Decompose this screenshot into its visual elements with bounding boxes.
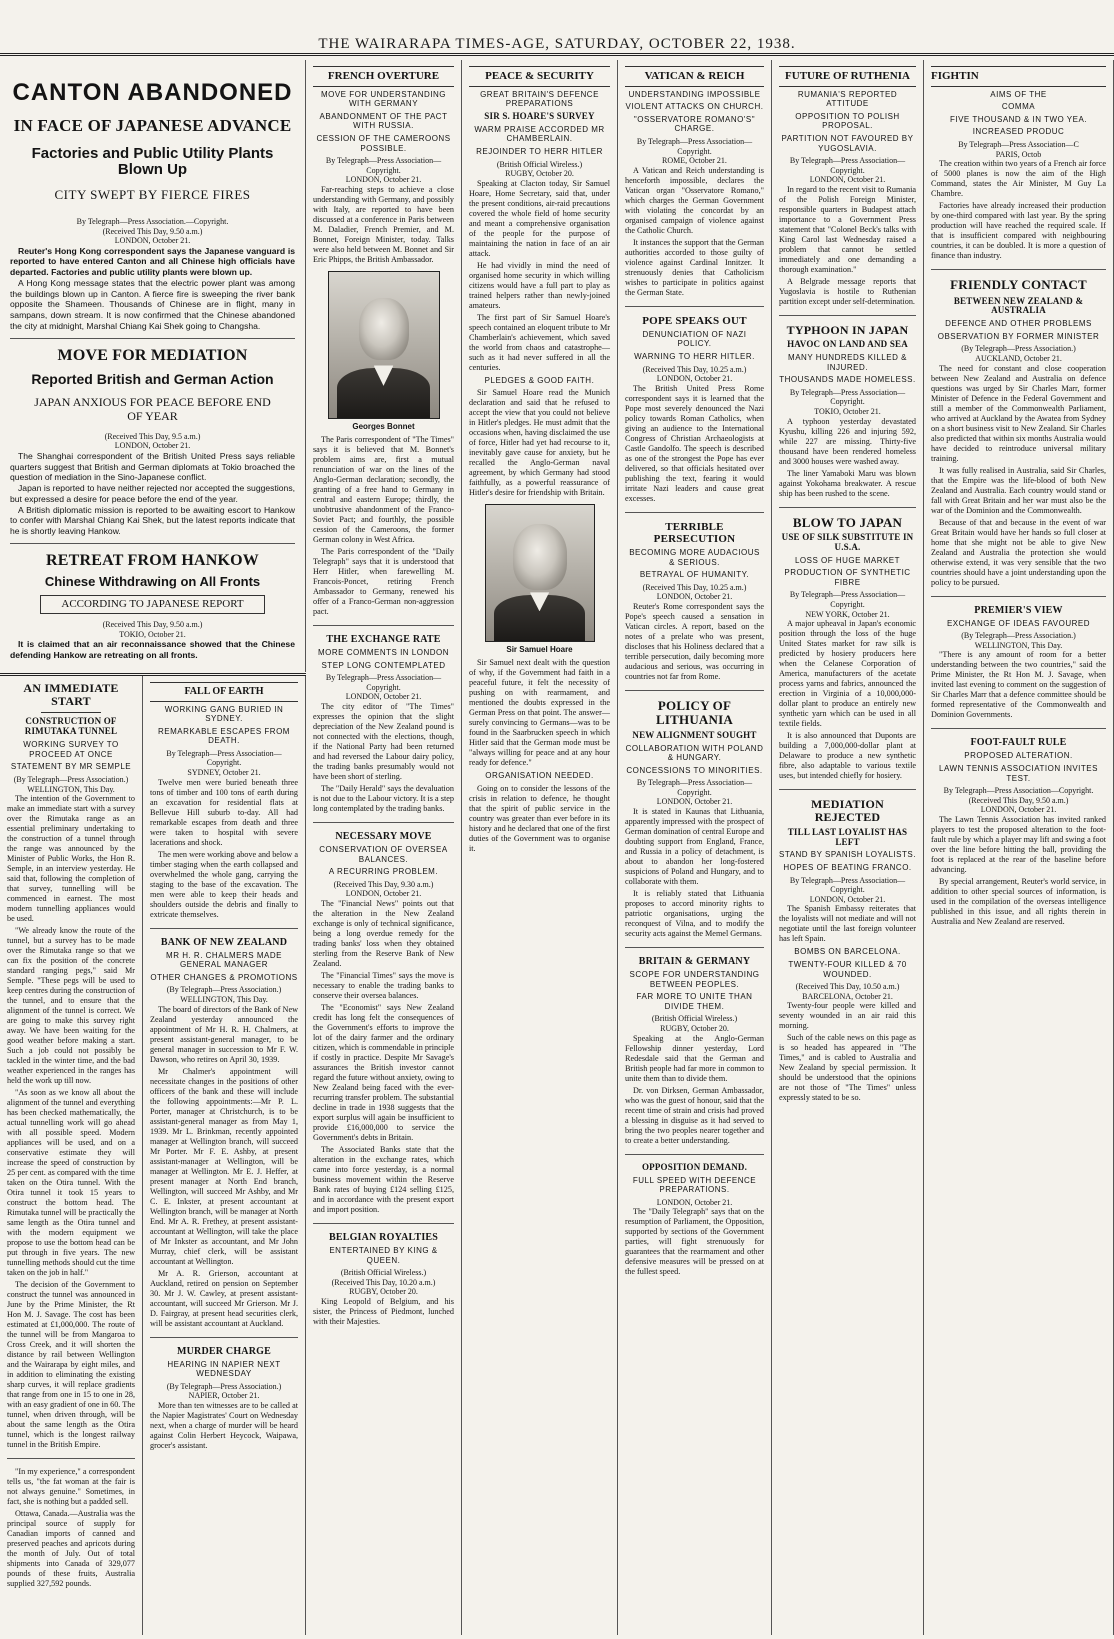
text-britain-2: Dr. von Dirksen, German Ambassador, who was the guest of honour, said that the recent time of strain and crisis had proved a blessing in disguise as it had served to bring the two peoples nearer together and to create a better understanding. [625,1085,764,1145]
received-persecution: (Received This Day, 10.25 a.m.) [642,582,747,592]
deck-ruthenia-2: OPPOSITION TO POLISH PROPOSAL. [795,111,900,131]
credit-fighting: By Telegraph—Press Association—C [958,140,1079,150]
deck-mediation-1: Reported British and German Action [31,371,274,388]
text-french-2: The Paris correspondent of "The Times" says it is believed that M. Bonnet's problem aims are, first a mutual renunciation of war on the lines of the Anglo-German declaration; secondly, the granting of a free hand to Germany in central and eastern Europe; thirdly, the unobtrusive abandonment of the Franco-Soviet Pact; and fourthly, the possible cession of the Cameroons, the former German colony in West Africa. [313,434,454,544]
credit-mediation-rejected: By Telegraph—Press Association—Copyright. [789,875,906,895]
credit-french: By Telegraph—Press Association—Copyright. [325,156,442,175]
deck-footfault-1: PROPOSED ALTERATION. [964,751,1073,761]
deck-typhoon-1: HAVOC ON LAND AND SEA [787,339,908,350]
text-pope-1: The British United Press Rome correspondent says it is learned that the Pope most severely denounced the Nazi policy towards Roman Catholics, when giving an audience to the International Congress of Christian Archaeologists at Castle Gandolfo. The speech is described as one of the strongest the Pope has ever delivered, so that officials hesitated over publishing the text, fearing it would irritate Nazi leaders and cause great excesses. [625,383,764,503]
deck-fall-1: WORKING GANG BURIED IN SYDNEY. [164,704,284,724]
dateline-premier: WELLINGTON, This Day. [974,640,1063,650]
headline-typhoon: TYPHOON IN JAPAN [786,322,909,337]
story-peace-security [469,66,610,862]
text-persecution-1: Reuter's Rome correspondent says the Pope's speech caused a sensation in Vatican circles. A report, based on the notes of a prelate who was present, discloses that his Holiness declared that a terrible persecution, daily becoming more audacious and serious, was occurring in countries not far from Rome. [625,602,764,682]
text-friendly-3: Because of that and because in the event of war Great Britain would have her hands so full closer at home that she might not be able to give New Zealand and Australia the protection she would otherwise extend, it was very sensible that the two countries should have a joint understanding upon the policy to be pursued. [931,517,1106,587]
headline-exchange: THE EXCHANGE RATE [326,633,441,645]
text-necessary-1: The "Financial News" points out that the alteration in the New Zealand exchange is only of technical significance, being a long overdue remedy for the trading banks' loss when they obtained sterling from the Reserve Bank of New Zealand. [313,898,454,968]
headline-fighting: FIGHTIN [931,66,1106,87]
headline-persecution: TERRIBLE PERSECUTION [653,520,736,545]
story-rimutaka [7,682,135,1459]
dateline-ruthenia: LONDON, October 21. [809,175,886,185]
deck-canton-3: CITY SWEPT BY FIERCE FIRES [54,187,251,203]
dateline-mediation-rejected: LONDON, October 21. [809,894,886,904]
hoare-portrait [485,504,595,642]
text-peace-1: Speaking at Clacton today, Sir Samuel Hoare, Home Secretary, said that, under the present conditions, air-raid precautions covered the whole field of home security and meant a comprehensive organisation of the people for the purpose of maintaining the nation in face of an air attack. [469,178,610,258]
text-opposition-1: The "Daily Telegraph" says that on the resumption of Parliament, the Opposition, supported by sections of the Government parties, will fight strenuously for guarantees that the rearmament and other defensive measures will be pressed on at the fullest speed. [625,1207,764,1277]
story-opposition [625,1163,764,1286]
deck-fighting-2: COMMA [1001,102,1036,112]
text-hankow-1: It is claimed that an air reconnaissance showed that the Chinese defending Hankow are retreating on all fronts. [10,639,295,661]
text-footfault-1: The Lawn Tennis Association has invited ranked players to test the proposed alteration to the foot-fault rule by which a player may lift and swing a foot over the line before hitting the ball, providing the foot is replaced at the rear of the baseline before advancing. [931,815,1106,874]
dateline-vatican: ROME, October 21. [662,156,727,166]
headline-hankow: RETREAT FROM HANKOW [46,551,259,569]
text-peace-6: Going on to consider the lessons of the crisis in relation to defence, he thought that the spirit of public service in the country was greater than ever before in its history and he declared that one of the first duties of the Government was to organise it. [469,783,610,853]
deck-canton-1: IN FACE OF JAPANESE ADVANCE [13,116,292,136]
text-fall-1: Twelve men were buried beneath three tons of timber and 100 tons of earth during an excavation for residential flats at Bellevue Hill suburb to-day. All had remarkable escapes from death and three were taken to hospital with severe lacerations and shock. [150,777,298,847]
text-lithuania-1: It is stated in Kaunas that Lithuania, apparently impressed with the prospect of German domination of central Europe and doubting support from England, France, and Russia in a policy of detachment, is about to abandon her long-fostered suspicions of Poland and Hungary, and to collaborate with them. [625,807,764,887]
credit-friendly: (By Telegraph—Press Association.) [961,344,1076,354]
credit-belgian: (British Official Wireless.) [340,1268,427,1278]
text-peace-3: The first part of Sir Samuel Hoare's speech contained an eloquent tribute to Mr Chamberlain's achievement, which saved the world from chaos and catastrophe—such as it had never suffered in all the centuries. [469,312,610,372]
deck-vatican-3: "OSSERVATORE ROMANO'S" CHARGE. [633,114,756,134]
story-fall-of-earth [150,682,298,929]
headline-pope: POPE SPEAKS OUT [642,314,747,327]
column-4 [462,60,618,1635]
text-reuters-notice: By special arrangement, Reuter's world service, in addition to other special sources of information, is used in the compilation of the overseas intelligence published in this issue, and all rights therein in Australia and New Zealand are reserved. [931,877,1106,926]
text-mediation-rejected-2: Twenty-four people were killed and seventy wounded in an air raid this morning. [779,1001,916,1031]
story-necessary-move [313,831,454,1224]
deck-ruthenia-3: PARTITION NOT FAVOURED BY YUGOSLAVIA. [781,134,914,153]
bonnet-portrait [328,271,440,419]
dateline-typhoon: TOKIO, October 21. [814,407,881,417]
text-typhoon-2: The liner Yamaboki Maru was blown against Yokohama breakwater. A rescue ship has been rushed to the scene. [779,468,916,498]
headline-bank: BANK OF NEW ZEALAND [160,936,288,948]
text-rimutaka-3: "As soon as we know all about the alignment of the tunnel and everything has been checked mathematically, the actual tunnelling work will go ahead with all possible speed. Modern appliances will be used, and on a conservative estimate they will increase the speed of construction by 25 per cent. as compared with the time taken on the Otira tunnel. With the Otira tunnel it took 15 years to construct the bottom head. The Rimutaka tunnel will be practically the same length as the Otira tunnel and with the modern equipment we propose to use the bottom head can be put through in five years. The new tunnelling methods should cut the time taken on the job in half." [7,1088,135,1278]
dateline-necessary: LONDON, October 21. [345,889,422,899]
rule [41,712,101,713]
deck-fighting-1: AIMS OF THE [990,89,1047,99]
text-rimutaka-2: "We already know the route of the tunnel, but a survey has to be made over the Rimutaka range so that we can fix the position of the concrete standard ranging pegs," said Mr Semple. "These pegs will be used to keep centres during the construction of the tunnel, and to ensure that the alignment of the tunnel is correct. We are going to make this survey right away. We have been waiting for the good weather before making a start. Such a job could not possibly be tackled in the winter time, and the bad weather experienced in the ranges has held the work up till now. [7,926,135,1086]
deck-belgian-1: ENTERTAINED BY KING & QUEEN. [329,1245,438,1265]
deck-exchange-1: MORE COMMENTS IN LONDON [317,647,450,657]
credit-murder: (By Telegraph—Press Association.) [166,1381,282,1391]
story-typhoon [779,324,916,508]
story-blow-to-japan [779,516,916,791]
text-canton-2: A Hong Kong message states that the electric power plant was among the buildings blown up in Canton. A fierce fire is sweeping the river bank opposite the Shameen. Thousands of Chinese are in flight, many in sampans, down stream. It is now confirmed that the Chinese abandoned the city at midnight, Marshal Chiang Kai Shek going to Changsha. [10,277,295,331]
deck-lithuania-1: NEW ALIGNMENT SOUGHT [632,729,757,740]
deck-hankow-2: ACCORDING TO JAPANESE REPORT [40,595,265,614]
received-belgian: (Received This Day, 10.20 a.m.) [331,1277,436,1287]
dateline-blow: NEW YORK, October 21. [805,609,890,619]
deck-britain-1: SCOPE FOR UNDERSTANDING BETWEEN PEOPLES. [629,970,760,989]
column-5 [618,60,772,1635]
text-murder-1: More than ten witnesses are to be called at the Napier Magistrates' Court on Wednesday next, when a charge of murder will be heard against Colin Herbert Heycock, Waipawa, grocer's assistant. [150,1401,298,1450]
deck-opposition-1: FULL SPEED WITH DEFENCE PREPARATIONS. [632,1175,757,1195]
text-necessary-3: The "Economist" says New Zealand credit has long felt the consequences of the Government's efforts to improve the lot of the dairy farmer and the ordinary citizen, which is commendable in principle if costly in practice. Despite Mr Savage's assurances the British investor cannot regard the future without anxiety, owing to New Zealand being faced with the ever-recurring transfer problem. The substantial decline in trade in 1938 suggests that the export surplus will again be insufficient to provide £16,000,000 to service the Government's debts in Britain. [313,1002,454,1142]
text-exchange-1: The city editor of "The Times" expresses the opinion that the slight depreciation of the New Zealand pound is not connected with the elections, though, if the National Party had been returned and had reversed the Labour dairy policy, the trading banks presumably would not have been short of sterling. [313,701,454,781]
deck-peace-4: REJOINDER TO HERR HITLER [476,146,603,156]
headline-friendly: FRIENDLY CONTACT [950,277,1087,293]
headline-britain: BRITAIN & GERMANY [638,956,751,968]
story-exchange-rate [313,634,454,823]
deck-necessary-1: CONSERVATION OF OVERSEA BALANCES. [319,844,448,864]
dateline-peace: RUGBY, October 20. [505,169,574,179]
dateline-friendly: AUCKLAND, October 21. [975,354,1062,364]
text-canton-1: Reuter's Hong Kong correspondent says the Japanese vanguard is reported to have entered Canton and all Chinese high officials have departed. Factories and public utility plants were blown up. [10,245,295,278]
text-blow-1: A major upheaval in Japan's economic position through the loss of the huge United States market for raw silk is predicted by hosiery producers here when the Celanese Corporation of America, manufacturers of the acetate process yarns and fabrics, announced the erection in Virginia of a 10,000,000-dollar plant to produce an entirely new synthetic yarn which can be used in all textile fields. [779,619,916,729]
deck-rimutaka-3: STATEMENT BY MR SEMPLE [10,762,132,772]
text-fall-2: The men were working above and below a timber staging when the earth collapsed and overwhelmed the whole gang, carrying the staging to the base of the excavation. The men were able to keep their heads and shoulders outside the debris and finally to extricate themselves. [150,849,298,919]
dateline-lithuania: LONDON, October 21. [656,797,733,807]
column-6 [772,60,924,1635]
dateline-murder: NAPIER, October 21. [188,1391,260,1401]
credit-peace: (British Official Wireless.) [496,159,583,169]
credit-lithuania: By Telegraph—Press Association—Copyright. [636,778,753,797]
top-left-section [0,60,306,672]
deck-mediation-rejected-1: TILL LAST LOYALIST HAS LEFT [787,826,908,847]
text-peace-2: He had vividly in mind the need of organised home security in which willing citizens would have a full part to play as trained helpers rather than newly-joined amateurs. [469,260,610,310]
text-mediation-1: The Shanghai correspondent of the British United Press says reliable quarters suggest that British and German diplomats at Tokio broached the question of mediation in the Sino-Japanese conflict. [10,450,295,483]
deck-peace-1: GREAT BRITAIN'S DEFENCE PREPARATIONS [480,89,599,109]
headline-fall: FALL OF EARTH [150,682,298,702]
received-pope: (Received This Day, 10.25 a.m.) [642,364,747,374]
text-french-1: Far-reaching steps to achieve a close understanding with Germany, and possibly with Italy, are reported to have been discussed at a conference in Paris between M. Daladier, French Premier, and M. Bonnet, Foreign Minister, today. Talks were also held between M. Bonnet and Sir Eric Phipps, the British Ambassador. [313,184,454,264]
text-fighting-2: Factories have already increased their production by one-third compared with last year. By the spring production will have reached the required scale. If that is insufficient compared with neighbouring countries, it can be doubled. It is more a question of finance than industry. [931,201,1106,261]
story-mediation-rejected [779,798,916,1111]
deck-lithuania-3: CONCESSIONS TO MINORITIES. [626,765,763,775]
dateline-french: LONDON, October 21. [345,175,422,185]
deck-blow-3: PRODUCTION OF SYNTHETIC FIBRE [784,568,911,587]
headline-mediation-rejected: MEDIATION REJECTED [811,797,884,825]
text-times-notice: Such of the cable news on this page as is so headed has appeared in "The Times," and is cabled to Australia and New Zealand by special permission. It should be understood that the opinions are not those of "The Times" unless expressly stated to be so. [779,1033,916,1103]
text-bank-3: Mr A. R. Grierson, accountant at Auckland, retired on pension on September 30. Mr J. W. Cawley, at present assistant-accountant, will succeed Mr Grierson. Mr J. D. Fairgray, at present head securities clerk, will be assistant accountant at Auckland. [150,1268,298,1328]
deck-french-2: ABANDONMENT OF THE PACT WITH RUSSIA. [319,111,448,131]
deck-peace-6: ORGANISATION NEEDED. [485,771,594,781]
credit-typhoon: By Telegraph—Press Association—Copyright. [789,387,906,407]
deck-vatican-2: VIOLENT ATTACKS ON CHURCH. [625,102,764,112]
story-ruthenia [779,66,916,316]
text-bank-2: Mr Chalmer's appointment will necessitate changes in the positions of other officers of the bank and these will include the following appointments:—Mr P. L. Porter, manager at Christchurch, is to be assistant-general manager as from May 1, 1939. Mr L. Brinkman, recently appointed manager at Wellington branch, will succeed Mr Porter. Mr F. E. Ashby, at present assistant-manager at Wellington, will be manager at Wellington. Mr E. J. Heffer, at present manager at North End branch, Wellington, will succeed Mr Ashby, and Mr C. E. Inkster, at present accountant at Wellington branch, will be manager at North End. Mr A. R. Frethey, at present assistant-accountant at Wellington, will take the place of Mr Inkster as accountant, and Mr John Murray, chief clerk, will be assistant accountant at Wellington. [150,1066,298,1266]
deck-persecution-1: BECOMING MORE AUDACIOUS & SERIOUS. [629,548,760,567]
deck-fall-2: REMARKABLE ESCAPES FROM DEATH. [158,726,290,746]
deck-mediation-rejected-2: STAND BY SPANISH LOYALISTS. [779,850,916,860]
headline-opposition: OPPOSITION DEMAND. [641,1161,748,1172]
text-ruthenia-2: A Belgrade message reports that Yugoslavia is hostile to Ruthenian partition except under self-determination. [779,276,916,306]
deck-french-1: MOVE FOR UNDERSTANDING WITH GERMANY [320,89,447,109]
page-date-line: THE WAIRARAPA TIMES-AGE, SATURDAY, OCTOBER 22, 1938. [318,36,796,52]
portrait-head [513,524,567,590]
deck-pope-1: DENUNCIATION OF NAZI POLICY. [642,329,747,349]
deck-murder-1: HEARING IN NAPIER NEXT WEDNESDAY [167,1359,281,1379]
text-fat-woman: "In my experience," a correspondent tells us, "the fat woman at the fair is not always genuine." Sometimes, in fact, she is nothing but a padded sell. [7,1467,135,1507]
credit-premier: (By Telegraph—Press Association.) [961,631,1076,641]
deck-fighting-3: FIVE THOUSAND & IN TWO YEA. [949,114,1088,124]
deck-typhoon-2: MANY HUNDREDS KILLED & INJURED. [788,353,907,372]
text-exchange-2: The "Daily Herald" says the devaluation is not due to the Labour victory. It is a step long contemplated by the trading banks. [313,783,454,813]
deck-vatican-1: UNDERSTANDING IMPOSSIBLE [628,89,761,99]
text-mediation-2: Japan is reported to have neither rejected nor accepted the suggestions, but expressed a desire for peace before the end of the year. [10,483,295,504]
headline-canton: CANTON ABANDONED [12,79,293,106]
headline-rimutaka: AN IMMEDIATE START [23,681,119,709]
story-mediation [10,347,295,544]
text-britain-1: Speaking at the Anglo-German Fellowship dinner yesterday, Lord Redesdale said that the German and British people had far more in common to unite them than to divide them. [625,1033,764,1083]
headline-necessary: NECESSARY MOVE [335,830,432,842]
received-mediation-rejected: (Received This Day, 10.50 a.m.) [795,982,900,992]
deck-peace-5: PLEDGES & GOOD FAITH. [484,375,595,385]
received-hankow: (Received This Day, 9.50 a.m.) [102,620,203,630]
credit-blow: By Telegraph—Press Association—Copyright. [789,590,906,610]
story-fighting [931,66,1106,270]
headline-mediation: MOVE FOR MEDIATION [57,346,248,364]
story-lithuania [625,699,764,948]
headline-peace: PEACE & SECURITY [469,66,610,87]
dateline-fall: SYDNEY, October 21. [187,768,261,778]
deck-friendly-2: DEFENCE AND OTHER PROBLEMS [945,319,1092,329]
received-footfault: (Received This Day, 9.50 a.m.) [968,795,1069,805]
story-pope [625,315,764,513]
deck-footfault-2: LAWN TENNIS ASSOCIATION INVITES TEST. [939,764,1098,783]
dateline-canton: LONDON, October 21. [114,236,191,246]
story-britain-germany [625,956,764,1155]
deck-peace-3: WARM PRAISE ACCORDED MR CHAMBERLAIN. [474,124,605,144]
deck-exchange-2: STEP LONG CONTEMPLATED [321,660,446,670]
text-mediation-rejected-1: The Spanish Embassy reiterates that the loyalists will not mediate and will not negotiate until the last foreign volunteer has left Spain. [779,904,916,944]
text-ottawa: Ottawa, Canada.—Australia was the principal source of supply for Canadian imports of canned and preserved peaches and apricots during the month of July. Out of total shipments into Canada of 329,077 pounds of these fruits, Australia supplied 327,592 pounds. [7,1509,135,1589]
deck-premier-1: EXCHANGE OF IDEAS FAVOURED [946,618,1091,628]
headline-blow: BLOW TO JAPAN [792,514,903,530]
dateline-hankow: TOKIO, October 21. [119,629,186,639]
story-friendly-contact [931,278,1106,596]
story-french-overture [313,66,454,626]
deck-mediation-rejected-4: BOMBS ON BARCELONA. [794,947,901,957]
deck-rimutaka-2: WORKING SURVEY TO PROCEED AT ONCE [23,740,119,759]
received-necessary: (Received This Day, 9.30 a.m.) [333,879,434,889]
text-ruthenia-1: In regard to the recent visit to Rumania of the Polish Foreign Minister, responsible quarters in Budapest attach importance to a Government Press statement that "Colonel Beck's talks with King Carol last Wednesday raised a problem that cannot be settled immediately and one demanding a thorough examination." [779,184,916,274]
text-belgian-1: King Leopold of Belgium, and his sister, the Princess of Piedmont, lunched with their Majesties. [313,1296,454,1326]
story-persecution [625,521,764,691]
deck-ruthenia-1: RUMANIA'S REPORTED ATTITUDE [797,89,898,109]
text-vatican-2: It instances the support that the German authorities accorded to those guilty of violence against Cardinal Innitzer. It strenuously denies that Catholicism wishes to participate in politics against the German State. [625,237,764,297]
text-typhoon-1: A typhoon yesterday devastated Kyushu, killing 226 and injuring 592, while 227 are missing. Thirty-five thousand have been rendered homeless and 3000 houses were washed away. [779,416,916,466]
deck-friendly-1: BETWEEN NEW ZEALAND & AUSTRALIA [953,295,1084,316]
credit-fall: By Telegraph—Press Association—Copyright. [166,748,282,768]
headline-vatican: VATICAN & REICH [625,66,764,87]
deck-canton-2: Factories and Public Utility Plants Blown Up [31,144,274,178]
dateline-mediation: LONDON, October 21. [114,441,191,451]
text-premier-1: "There is any amount of room for a better understanding between the two countries," said the Prime Minister, the Rt Hon M. J. Savage, when invited last evening to comment on the suggestion of Sir Charles Marr that a defence committee should be formed representative of the Commonwealth and Dominion Governments. [931,650,1106,720]
dateline-exchange: LONDON, October 21. [345,692,422,702]
deck-necessary-2: A RECURRING PROBLEM. [328,867,439,877]
deck-fighting-4: INCREASED PRODUC [972,127,1065,137]
credit-vatican: By Telegraph—Press Association—Copyright. [636,137,753,156]
text-necessary-2: The "Financial Times" says the move is necessary to enable the trading banks to conserve their oversea balances. [313,970,454,1000]
dateline-fighting: PARIS, Octob [995,149,1042,159]
story-foot-fault [931,737,1106,935]
deck-rimutaka-1: CONSTRUCTION OF RIMUTAKA TUNNEL [24,716,118,737]
headline-belgian: BELGIAN ROYALTIES [328,1231,439,1243]
headline-premier: PREMIER'S VIEW [974,604,1063,616]
story-hankow [10,552,295,667]
story-bank [150,937,298,1338]
deck-mediation-rejected-5: TWENTY-FOUR KILLED & 70 WOUNDED. [788,959,907,979]
column-2 [143,676,306,1635]
story-belgian [313,1232,454,1335]
masthead [0,0,1114,56]
headline-footfault: FOOT-FAULT RULE [970,737,1067,749]
headline-murder: MURDER CHARGE [177,1345,271,1357]
dateline-barcelona: BARCELONA, October 21. [802,991,893,1001]
dateline-footfault: LONDON, October 21. [980,805,1057,815]
deck-blow-1: USE OF SILK SUBSTITUTE IN U.S.A. [781,531,914,552]
deck-french-3: CESSION OF THE CAMEROONS POSSIBLE. [316,134,451,153]
text-friendly-1: The need for constant and close cooperation between New Zealand and Australia on defence questions was urged by Sir Charles Marr, former Minister of Defence in the Federal Government and still a member of the Commonwealth Parliament, who arrived at Auckland by the Awatea from Sydney on a short business visit to New Zealand. Sir Charles also predicted that within six months Australia would have decided to reintroduce universal military training. [931,363,1106,463]
deck-blow-2: LOSS OF HUGE MARKET [794,555,901,565]
caption-bonnet: Georges Bonnet [352,421,415,431]
text-rimutaka-4: The decision of the Government to construct the tunnel was announced in June by the Prime Minister, the Rt Hon M. J. Savage. The cost has been estimated at £1,000,000. The route of the tunnel will be from Mangaroa to Cross Creek, and it will shorten the distance by rail between Wellington and the Wairarapa by eight miles, and in addition to eliminating the existing sharp curves, it will replace gradients that range from one in 15 to one in 28, with an easy gradient of one in 60. The tunnel, when driven through, will be about the same length as the Otira tunnel, which is the longest railway tunnel in the British Empire. [7,1280,135,1450]
text-vatican-1: A Vatican and Reich understanding is henceforth impossible, declares the Vatican organ "Osservatore Romano," which charges the German Government with violating the concordat by an organised campaign of violence against the Catholic Church. [625,165,764,235]
deck-mediation-rejected-3: HOPES OF BEATING FRANCO. [783,863,912,873]
text-friendly-2: It was fully realised in Australia, said Sir Charles, that the Empire was the life-blood of both New Zealand and Australia. Each country would stand or fall with Great Britain and her war must also be the war of the Dominion and the Commonwealth. [931,465,1106,515]
deck-lithuania-2: COLLABORATION WITH POLAND & HUNGARY. [625,743,764,763]
dateline-britain: RUGBY, October 20. [660,1024,729,1034]
credit-rimutaka: (By Telegraph—Press Association.) [13,774,129,784]
deck-typhoon-3: THOUSANDS MADE HOMELESS. [779,375,916,385]
headline-lithuania: POLICY OF LITHUANIA [656,698,733,728]
story-vatican [625,66,764,307]
deck-bank-2: OTHER CHANGES & PROMOTIONS [150,972,298,982]
credit-exchange: By Telegraph—Press Association—Copyright. [325,673,442,692]
credit-footfault: By Telegraph—Press Association—Copyright. [943,786,1094,796]
credit-ruthenia: By Telegraph—Press Association—Copyright. [789,156,906,175]
caption-hoare: Sir Samuel Hoare [506,645,573,655]
dateline-rimutaka: WELLINGTON, This Day. [27,784,115,794]
column-3 [306,60,462,1635]
text-rimutaka-1: The intention of the Government to make an immediate start with a survey over the Rimutaka range as an essential preliminary undertaking to the construction of a tunnel through the range was announced by the Minister of Public Works, the Hon R. Semple, in an interview yesterday. He said that, following the completion of that survey, tunnelling will be commenced in earnest. The most modern tunnelling appliances would be used. [7,794,135,924]
text-fighting-1: The creation within two years of a French air force of 5000 planes is now the aim of the High Command, states the Air Minister, M Guy La Chambre. [931,159,1106,199]
column-1 [0,676,143,1635]
dateline-belgian: RUGBY, October 20. [349,1287,418,1297]
deck-bank-1: MR H. R. CHALMERS MADE GENERAL MANAGER [166,950,282,970]
deck-mediation-2: JAPAN ANXIOUS FOR PEACE BEFORE END OF YEAR [34,394,271,424]
portrait-head [359,298,409,360]
column-7 [924,60,1114,1635]
text-peace-4: Sir Samuel Hoare read the Munich declaration and said that he refused to accept the view that you could not believe in Hitler's pledges. He must admit that the occasions when, having disclaimed the use of force, Hitler had yet had recourse to it, inevitably gave cause for anxiety, but he recalled the Anglo-German naval agreement, by which Germany had stood faithfully, as a powerful reassurance of Hitler's desire for friendship with Britain. [469,388,610,498]
credit-canton: By Telegraph—Press Association.—Copyright. [76,216,229,226]
headline-ruthenia: FUTURE OF RUTHENIA [779,66,916,87]
text-blow-2: It is also announced that Duponts are building a 7,000,000-dollar plant at Delaware to produce a new synthetic fibre, also adaptable to various textile uses, but intended chiefly for hosiery. [779,731,916,781]
story-murder [150,1346,298,1459]
text-mediation-3: A British diplomatic mission is reported to be awaiting escort to Hankow to confer with Marshal Chiang Kai Shek, but the latest reports indicate that he is shortly leaving Hankow. [10,504,295,537]
credit-britain: (British Official Wireless.) [651,1014,738,1024]
deck-peace-2: SIR S. HOARE'S SURVEY [484,110,595,121]
story-premier [931,605,1106,730]
text-necessary-4: The Associated Banks state that the alteration in the exchange rates, which came into force yesterday, is a normal business movement within the Reserve Bank rates of buying £124 selling £125, and in accordance with the present export and import position. [313,1144,454,1214]
credit-bank: (By Telegraph—Press Association.) [166,985,282,995]
deck-hankow-1: Chinese Withdrawing on All Fronts [44,574,261,590]
deck-britain-2: FAR MORE TO UNITE THAN DIVIDE THEM. [636,992,753,1011]
dateline-bank: WELLINGTON, This Day. [180,995,268,1005]
headline-french: FRENCH OVERTURE [313,66,454,87]
received-mediation: (Received This Day, 9.5 a.m.) [104,431,201,441]
text-bank-1: The board of directors of the Bank of New Zealand yesterday announced the appointment of Mr H. R. H. Chalmers, at present assistant-general manager, to be general manager in succession to Mr F. W. Dawson, who retires on April 30, 1939. [150,1004,298,1064]
dateline-opposition: LONDON, October 21. [656,1197,733,1207]
deck-persecution-2: BETRAYAL OF HUMANITY. [639,570,750,580]
story-canton [10,80,295,339]
received-canton: (Received This Day, 9.50 a.m.) [102,226,203,236]
deck-pope-2: WARNING TO HERR HITLER. [634,352,755,362]
text-french-3: The Paris correspondent of the "Daily Telegraph" says that it is understood that Herr Hitler, when farewelling M. Francois-Poncet, retiring French Ambassador to Germany, renewed his offer of a Franco-German non-aggression pact. [313,546,454,616]
text-peace-5: Sir Samuel next dealt with the question of why, if the Government had faith in a peaceful future, it felt the necessity of pushing on with rearmament, and mentioned the doubts expressed in the German Press on that point. The answer—surely convincing to Germans—was to be found in the Saarbrucken speech in which Hitler said that the German mode must be "always willing for peace and at any hour ready for defence." [469,658,610,768]
text-lithuania-2: It is reliably stated that Lithuania proposes to accord minority rights to patriotic organisations, urging the reconquest of Vilna, and to modify the security acts against the Memel Germans. [625,889,764,939]
deck-friendly-3: OBSERVATION BY FORMER MINISTER [937,331,1100,341]
dateline-pope: LONDON, October 21. [656,374,733,384]
dateline-persecution: LONDON, October 21. [656,592,733,602]
